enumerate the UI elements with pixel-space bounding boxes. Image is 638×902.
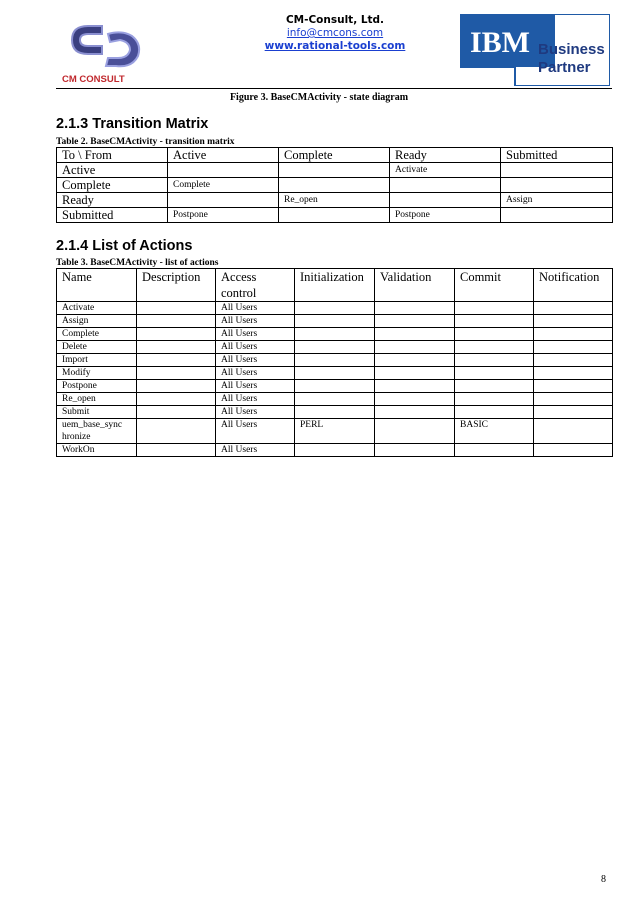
table-cell [501,178,613,193]
table-cell [375,315,455,328]
table-caption-list-of-actions: Table 3. BaseCMActivity - list of actions [56,258,219,268]
section-heading-list-of-actions: 2.1.4 List of Actions [56,238,193,254]
table-cell [534,380,613,393]
table-cell: Re_open [279,193,390,208]
table-cell: Complete [168,178,279,193]
table-cell: All Users [216,380,295,393]
table-row [57,380,613,393]
table-row [57,419,613,444]
table-cell [534,419,613,444]
table-cell [137,315,216,328]
table-cell [501,163,613,178]
table-cell [279,178,390,193]
table-cell [375,444,455,457]
table-row [57,178,613,193]
action-name-cell: Import [57,354,137,367]
table-cell [137,367,216,380]
table-cell: Activate [390,163,501,178]
table-cell [455,302,534,315]
header-divider [56,88,612,89]
column-header: Name [57,269,137,302]
table-cell [534,393,613,406]
ibm-business-partner-logo [460,14,610,86]
table-cell [534,444,613,457]
table-cell [455,380,534,393]
table-cell [137,354,216,367]
table-cell [375,328,455,341]
table-cell [295,393,375,406]
table-row [57,444,613,457]
table-cell [295,315,375,328]
table-header-row [57,269,613,302]
table-row [57,315,613,328]
action-name-cell: Complete [57,328,137,341]
table-cell [375,354,455,367]
table-cell: PERL [295,419,375,444]
company-info [240,14,430,53]
figure-caption: Figure 3. BaseCMActivity - state diagram [229,92,409,103]
company-name: CM-Consult, Ltd. [285,14,385,26]
row-label: Submitted [57,208,168,223]
table-row [57,193,613,208]
table-cell [137,393,216,406]
table-cell [137,328,216,341]
column-header: Active [168,148,279,163]
table-cell [455,444,534,457]
table-row [57,406,613,419]
table-cell [375,393,455,406]
table-caption-transition-matrix: Table 2. BaseCMActivity - transition matrix [56,137,235,147]
table-cell: All Users [216,354,295,367]
page-header [0,0,638,92]
table-cell: BASIC [455,419,534,444]
table-cell [534,406,613,419]
table-cell: All Users [216,328,295,341]
svg-text:Partner: Partner [538,59,591,76]
transition-matrix-table [56,147,613,223]
table-header-row [57,148,613,163]
table-cell: Assign [501,193,613,208]
table-row [57,208,613,223]
table-cell: All Users [216,302,295,315]
table-cell [455,341,534,354]
table-row [57,302,613,315]
table-row [57,354,613,367]
cm-consult-logo [58,16,158,86]
action-name-cell: Submit [57,406,137,419]
table-cell [279,163,390,178]
table-cell [534,315,613,328]
action-name-cell: Re_open [57,393,137,406]
table-row [57,341,613,354]
table-cell [534,328,613,341]
table-cell [137,380,216,393]
action-name-cell: Delete [57,341,137,354]
table-cell [168,163,279,178]
table-cell [295,367,375,380]
action-name-cell: Activate [57,302,137,315]
table-cell [295,444,375,457]
table-cell [137,406,216,419]
column-header: Initialization [295,269,375,302]
table-cell: All Users [216,406,295,419]
action-name-cell: WorkOn [57,444,137,457]
table-cell [375,419,455,444]
table-cell [534,367,613,380]
table-row [57,328,613,341]
table-cell [375,380,455,393]
company-website-link[interactable]: www.rational-tools.com [264,40,406,52]
column-header: Complete [279,148,390,163]
table-cell [534,354,613,367]
table-cell [375,302,455,315]
column-header: Notification [534,269,613,302]
action-name-cell: Postpone [57,380,137,393]
table-cell [534,302,613,315]
table-cell: All Users [216,367,295,380]
table-cell: All Users [216,393,295,406]
table-cell [295,341,375,354]
table-cell: Postpone [390,208,501,223]
row-label: Complete [57,178,168,193]
table-cell [295,380,375,393]
company-email-link[interactable]: info@cmcons.com [286,27,384,39]
table-cell: All Users [216,315,295,328]
table-cell [501,208,613,223]
table-cell: All Users [216,419,295,444]
actions-table-body [57,302,613,457]
row-label: Active [57,163,168,178]
table-cell [295,328,375,341]
table-cell [375,341,455,354]
action-name-cell: Assign [57,315,137,328]
table-cell [455,315,534,328]
table-row [57,163,613,178]
table-cell [375,406,455,419]
column-header: To \ From [57,148,168,163]
table-cell [295,406,375,419]
table-cell [455,328,534,341]
column-header: Description [137,269,216,302]
column-header: Submitted [501,148,613,163]
table-cell [295,354,375,367]
table-row [57,393,613,406]
table-cell [137,302,216,315]
table-cell [137,419,216,444]
svg-text:IBM: IBM [470,26,530,59]
column-header: Validation [375,269,455,302]
table-cell [390,193,501,208]
table-cell [455,393,534,406]
column-header: Commit [455,269,534,302]
table-cell [279,208,390,223]
table-cell [534,341,613,354]
table-cell: All Users [216,341,295,354]
column-header: Ready [390,148,501,163]
table-cell [137,444,216,457]
table-cell [455,367,534,380]
table-cell [375,367,455,380]
list-of-actions-table [56,268,613,457]
table-row [57,367,613,380]
table-cell [168,193,279,208]
row-label: Ready [57,193,168,208]
table-cell [390,178,501,193]
table-cell [295,302,375,315]
table-cell: Postpone [168,208,279,223]
page-number: 8 [601,874,606,885]
action-name-cell: uem_base_sync hronize [57,419,137,444]
table-cell [455,354,534,367]
column-header: Access control [216,269,295,302]
svg-text:CM CONSULT: CM CONSULT [62,74,125,85]
table-cell: All Users [216,444,295,457]
action-name-cell: Modify [57,367,137,380]
table-cell [455,406,534,419]
table-cell [137,341,216,354]
svg-text:Business: Business [538,41,605,58]
section-heading-transition-matrix: 2.1.3 Transition Matrix [56,116,209,132]
